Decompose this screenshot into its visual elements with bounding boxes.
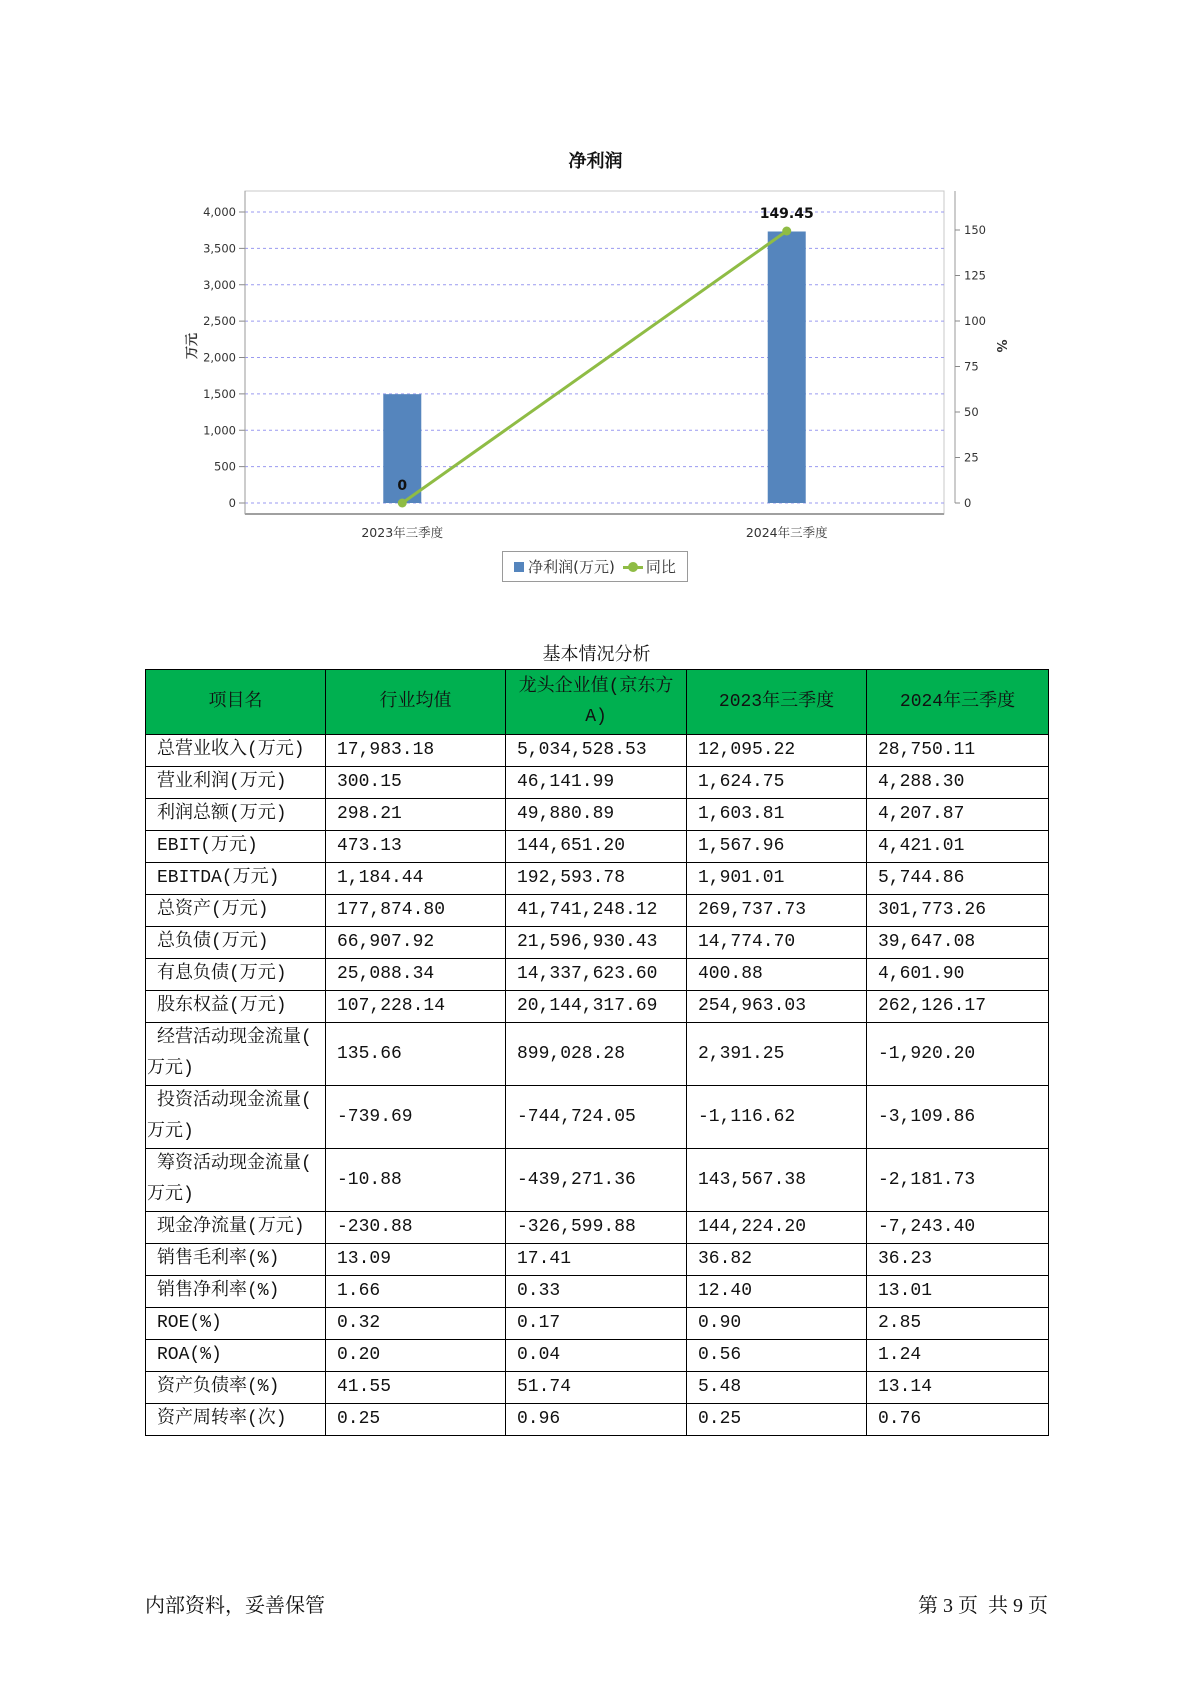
value-cell: 21,596,930.43 xyxy=(506,927,687,959)
value-cell: 17.41 xyxy=(506,1244,687,1276)
value-cell: 1,901.01 xyxy=(687,863,867,895)
value-cell: 12,095.22 xyxy=(687,735,867,767)
value-cell: 301,773.26 xyxy=(867,895,1049,927)
value-cell: 0.17 xyxy=(506,1308,687,1340)
yoy-point xyxy=(398,499,407,508)
value-cell: 17,983.18 xyxy=(326,735,506,767)
table-row xyxy=(146,1023,1049,1086)
row-label-cell: 总营业收入(万元) xyxy=(146,735,326,767)
value-cell: 13.09 xyxy=(326,1244,506,1276)
value-cell: 4,207.87 xyxy=(867,799,1049,831)
value-cell: 41.55 xyxy=(326,1372,506,1404)
legend-bar-swatch xyxy=(514,562,524,572)
chart-legend xyxy=(502,551,688,582)
value-cell: 135.66 xyxy=(326,1023,506,1086)
value-cell: -230.88 xyxy=(326,1212,506,1244)
y-tick-label: 2,500 xyxy=(203,314,236,329)
table-row xyxy=(146,1212,1049,1244)
y2-axis-label: % xyxy=(993,339,1008,353)
table-row xyxy=(146,895,1049,927)
row-label-cell: 筹资活动现金流量(万元) xyxy=(146,1149,326,1212)
value-cell: 298.21 xyxy=(326,799,506,831)
table-row xyxy=(146,1404,1049,1436)
value-cell: 36.23 xyxy=(867,1244,1049,1276)
value-cell: 0.90 xyxy=(687,1308,867,1340)
y-tick-label: 1,500 xyxy=(203,386,236,401)
row-label-cell: 总负债(万元) xyxy=(146,927,326,959)
value-cell: 0.04 xyxy=(506,1340,687,1372)
table-row xyxy=(146,1086,1049,1149)
value-cell: 144,651.20 xyxy=(506,831,687,863)
value-cell: 1.24 xyxy=(867,1340,1049,1372)
value-cell: 13.01 xyxy=(867,1276,1049,1308)
value-cell: 144,224.20 xyxy=(687,1212,867,1244)
row-label-cell: 有息负债(万元) xyxy=(146,959,326,991)
value-cell: 269,737.73 xyxy=(687,895,867,927)
x-tick-label: 2023年三季度 xyxy=(361,525,444,540)
value-cell: 49,880.89 xyxy=(506,799,687,831)
value-cell: -439,271.36 xyxy=(506,1149,687,1212)
value-cell: 899,028.28 xyxy=(506,1023,687,1086)
header-cell: 2023年三季度 xyxy=(687,670,867,735)
y-axis-label: 万元 xyxy=(185,332,200,360)
value-cell: 4,601.90 xyxy=(867,959,1049,991)
table-row xyxy=(146,799,1049,831)
table-body xyxy=(146,735,1049,1436)
y2-tick-label: 25 xyxy=(964,450,979,465)
bar xyxy=(768,231,806,503)
value-cell: 0.33 xyxy=(506,1276,687,1308)
row-label-cell: 资产周转率(次) xyxy=(146,1404,326,1436)
footer-confidential-note: 内部资料，妥善保管 xyxy=(145,1595,325,1617)
value-cell: 1,184.44 xyxy=(326,863,506,895)
value-cell: 0.25 xyxy=(326,1404,506,1436)
row-label-cell: 资产负债率(%) xyxy=(146,1372,326,1404)
plot-frame xyxy=(245,191,944,514)
y-tick-label: 2,000 xyxy=(203,350,236,365)
value-cell: 14,337,623.60 xyxy=(506,959,687,991)
value-cell: 51.74 xyxy=(506,1372,687,1404)
value-cell: -10.88 xyxy=(326,1149,506,1212)
table-row xyxy=(146,1276,1049,1308)
y-tick-label: 0 xyxy=(228,496,236,510)
table-row xyxy=(146,927,1049,959)
value-cell: 4,288.30 xyxy=(867,767,1049,799)
y2-tick-label: 75 xyxy=(964,359,979,374)
value-cell: -1,116.62 xyxy=(687,1086,867,1149)
row-label-cell: 现金净流量(万元) xyxy=(146,1212,326,1244)
value-cell: 1.66 xyxy=(326,1276,506,1308)
header-cell: 项目名 xyxy=(146,670,326,735)
header-row xyxy=(146,670,1049,735)
value-cell: 262,126.17 xyxy=(867,991,1049,1023)
value-cell: 0.32 xyxy=(326,1308,506,1340)
value-cell: 66,907.92 xyxy=(326,927,506,959)
value-cell: 5,034,528.53 xyxy=(506,735,687,767)
value-cell: 14,774.70 xyxy=(687,927,867,959)
row-label-cell: ROE(%) xyxy=(146,1308,326,1340)
table-row xyxy=(146,1308,1049,1340)
value-cell: 2.85 xyxy=(867,1308,1049,1340)
value-cell: 36.82 xyxy=(687,1244,867,1276)
value-cell: 5.48 xyxy=(687,1372,867,1404)
value-cell: 0.76 xyxy=(867,1404,1049,1436)
value-cell: 13.14 xyxy=(867,1372,1049,1404)
net-profit-chart xyxy=(0,0,1191,600)
row-label-cell: 利润总额(万元) xyxy=(146,799,326,831)
value-cell: 473.13 xyxy=(326,831,506,863)
table-header xyxy=(146,670,1049,735)
row-label-cell: 营业利润(万元) xyxy=(146,767,326,799)
y-tick-label: 3,000 xyxy=(203,277,236,292)
footer-page-number: 第 3 页 共 9 页 xyxy=(918,1595,1048,1617)
data-label: 0 xyxy=(397,478,408,494)
chart-grid xyxy=(245,191,944,514)
legend-line-marker xyxy=(628,562,638,572)
legend-label-yoy: 同比 xyxy=(645,558,676,576)
table-row xyxy=(146,959,1049,991)
y-tick-label: 1,000 xyxy=(203,423,236,438)
value-cell: 0.56 xyxy=(687,1340,867,1372)
value-cell: 4,421.01 xyxy=(867,831,1049,863)
chart-title: 净利润 xyxy=(568,151,623,172)
yoy-point xyxy=(782,227,791,236)
row-label-cell: EBITDA(万元) xyxy=(146,863,326,895)
value-cell: 2,391.25 xyxy=(687,1023,867,1086)
table-row xyxy=(146,831,1049,863)
value-cell: 254,963.03 xyxy=(687,991,867,1023)
value-cell: 143,567.38 xyxy=(687,1149,867,1212)
header-cell: 行业均值 xyxy=(326,670,506,735)
basic-analysis-table xyxy=(145,669,1049,1436)
y-tick-label: 4,000 xyxy=(203,205,236,219)
row-label-cell: 销售净利率(%) xyxy=(146,1276,326,1308)
legend-line-swatch xyxy=(623,562,643,572)
y2-tick-label: 0 xyxy=(964,496,972,510)
value-cell: 0.25 xyxy=(687,1404,867,1436)
y2-tick-label: 50 xyxy=(964,405,979,419)
header-cell: 2024年三季度 xyxy=(867,670,1049,735)
table-caption: 基本情况分析 xyxy=(542,644,651,664)
value-cell: 0.20 xyxy=(326,1340,506,1372)
row-label-cell: 销售毛利率(%) xyxy=(146,1244,326,1276)
legend-label-net-profit: 净利润(万元) xyxy=(528,558,615,576)
table-row xyxy=(146,991,1049,1023)
header-cell: 龙头企业值(京东方A) xyxy=(506,670,687,735)
value-cell: 12.40 xyxy=(687,1276,867,1308)
value-cell: -326,599.88 xyxy=(506,1212,687,1244)
table-row xyxy=(146,767,1049,799)
value-cell: 1,624.75 xyxy=(687,767,867,799)
value-cell: -739.69 xyxy=(326,1086,506,1149)
value-cell: -2,181.73 xyxy=(867,1149,1049,1212)
value-cell: 20,144,317.69 xyxy=(506,991,687,1023)
row-label-cell: 经营活动现金流量(万元) xyxy=(146,1023,326,1086)
row-label-cell: EBIT(万元) xyxy=(146,831,326,863)
value-cell: 41,741,248.12 xyxy=(506,895,687,927)
value-cell: 5,744.86 xyxy=(867,863,1049,895)
y-tick-label: 3,500 xyxy=(203,241,236,256)
value-cell: 107,228.14 xyxy=(326,991,506,1023)
value-cell: 400.88 xyxy=(687,959,867,991)
y2-tick-label: 100 xyxy=(964,314,986,328)
value-cell: 177,874.80 xyxy=(326,895,506,927)
data-label: 149.45 xyxy=(759,206,814,223)
row-label-cell: ROA(%) xyxy=(146,1340,326,1372)
value-cell: 39,647.08 xyxy=(867,927,1049,959)
y2-tick-label: 125 xyxy=(964,268,986,283)
table-row xyxy=(146,735,1049,767)
value-cell: 0.96 xyxy=(506,1404,687,1436)
value-cell: -7,243.40 xyxy=(867,1212,1049,1244)
value-cell: 1,567.96 xyxy=(687,831,867,863)
x-tick-label: 2024年三季度 xyxy=(745,525,828,540)
row-label-cell: 股东权益(万元) xyxy=(146,991,326,1023)
value-cell: 28,750.11 xyxy=(867,735,1049,767)
value-cell: 300.15 xyxy=(326,767,506,799)
value-cell: 1,603.81 xyxy=(687,799,867,831)
table-row xyxy=(146,863,1049,895)
table-row xyxy=(146,1372,1049,1404)
row-label-cell: 总资产(万元) xyxy=(146,895,326,927)
value-cell: 192,593.78 xyxy=(506,863,687,895)
y2-tick-label: 150 xyxy=(964,223,986,237)
y-tick-label: 500 xyxy=(214,459,236,474)
value-cell: 46,141.99 xyxy=(506,767,687,799)
table-row xyxy=(146,1340,1049,1372)
table-row xyxy=(146,1244,1049,1276)
value-cell: -3,109.86 xyxy=(867,1086,1049,1149)
value-cell: -1,920.20 xyxy=(867,1023,1049,1086)
table-row xyxy=(146,1149,1049,1212)
value-cell: -744,724.05 xyxy=(506,1086,687,1149)
row-label-cell: 投资活动现金流量(万元) xyxy=(146,1086,326,1149)
value-cell: 25,088.34 xyxy=(326,959,506,991)
